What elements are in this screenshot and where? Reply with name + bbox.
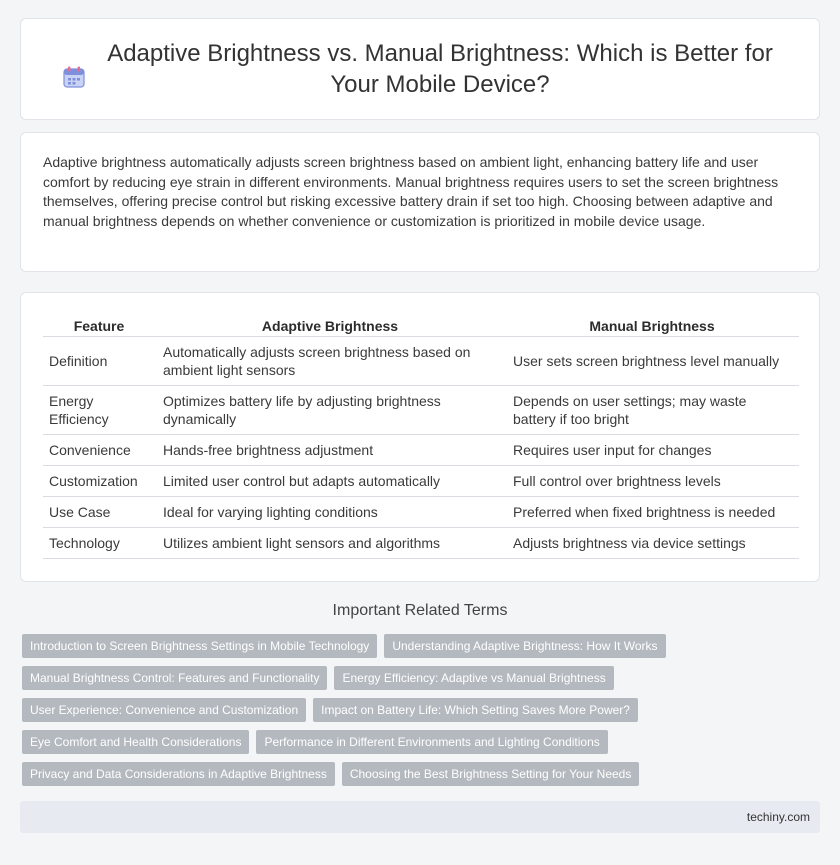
- tag-row: [22, 634, 822, 658]
- feature-cell: Convenience: [43, 435, 155, 466]
- comparison-table-card: [20, 292, 820, 582]
- related-term-tag[interactable]: Manual Brightness Control: Features and Functionality: [22, 666, 327, 690]
- header-manual: Manual Brightness: [505, 315, 799, 337]
- tag-row: [22, 698, 822, 722]
- related-term-tag[interactable]: Choosing the Best Brightness Setting for Your Needs: [342, 762, 640, 786]
- related-term-tag[interactable]: Privacy and Data Considerations in Adaptive Brightness: [22, 762, 335, 786]
- table-row: [43, 528, 799, 559]
- related-terms: [22, 634, 822, 794]
- manual-cell: Full control over brightness levels: [505, 466, 799, 497]
- table-row: [43, 337, 799, 386]
- title-wrap: [61, 38, 779, 100]
- manual-cell: Depends on user settings; may waste battery if too bright: [505, 386, 799, 435]
- manual-cell: Adjusts brightness via device settings: [505, 528, 799, 559]
- adaptive-cell: Ideal for varying lighting conditions: [155, 497, 505, 528]
- header-adaptive: Adaptive Brightness: [155, 315, 505, 337]
- comparison-table: [43, 315, 799, 559]
- table-row: [43, 386, 799, 435]
- page-title: Adaptive Brightness vs. Manual Brightness: Which is Better for Your Mobile Device?: [107, 40, 773, 98]
- summary-text: Adaptive brightness automatically adjusts screen brightness based on ambient light, enhancing battery life and user comfort by reducing eye strain in different environments. Manual brightness requires users to set the screen brightness themselves, offering precise control but risking excessive battery drain if set too high. Choosing between adaptive and manual brightness depends on whether convenience or customization is prioritized in mobile device usage.: [43, 154, 779, 229]
- manual-cell: User sets screen brightness level manually: [505, 337, 799, 386]
- table-row: [43, 466, 799, 497]
- feature-cell: Use Case: [43, 497, 155, 528]
- manual-cell: Requires user input for changes: [505, 435, 799, 466]
- calendar-icon: [61, 64, 87, 90]
- adaptive-cell: Hands-free brightness adjustment: [155, 435, 505, 466]
- adaptive-cell: Automatically adjusts screen brightness based on ambient light sensors: [155, 337, 505, 386]
- table-row: [43, 435, 799, 466]
- header-feature: Feature: [43, 315, 155, 337]
- footer: [20, 801, 820, 833]
- feature-cell: Technology: [43, 528, 155, 559]
- footer-site-link[interactable]: techiny.com: [746, 810, 810, 824]
- table-row: [43, 497, 799, 528]
- related-term-tag[interactable]: Impact on Battery Life: Which Setting Saves More Power?: [313, 698, 638, 722]
- related-term-tag[interactable]: Performance in Different Environments and Lighting Conditions: [256, 730, 607, 754]
- related-terms-heading: Important Related Terms: [332, 602, 508, 619]
- tag-row: [22, 666, 822, 690]
- tag-row: [22, 762, 822, 786]
- adaptive-cell: Limited user control but adapts automatically: [155, 466, 505, 497]
- feature-cell: Definition: [43, 337, 155, 386]
- tag-row: [22, 730, 822, 754]
- related-term-tag[interactable]: Eye Comfort and Health Considerations: [22, 730, 249, 754]
- adaptive-cell: Utilizes ambient light sensors and algorithms: [155, 528, 505, 559]
- feature-cell: Energy Efficiency: [43, 386, 155, 435]
- header-card: [20, 18, 820, 120]
- related-term-tag[interactable]: Introduction to Screen Brightness Settings in Mobile Technology: [22, 634, 377, 658]
- feature-cell: Customization: [43, 466, 155, 497]
- manual-cell: Preferred when fixed brightness is needed: [505, 497, 799, 528]
- adaptive-cell: Optimizes battery life by adjusting brightness dynamically: [155, 386, 505, 435]
- related-term-tag[interactable]: Energy Efficiency: Adaptive vs Manual Brightness: [334, 666, 613, 690]
- table-header-row: [43, 315, 799, 337]
- related-term-tag[interactable]: User Experience: Convenience and Customization: [22, 698, 306, 722]
- summary-card: [20, 132, 820, 272]
- related-term-tag[interactable]: Understanding Adaptive Brightness: How It Works: [384, 634, 665, 658]
